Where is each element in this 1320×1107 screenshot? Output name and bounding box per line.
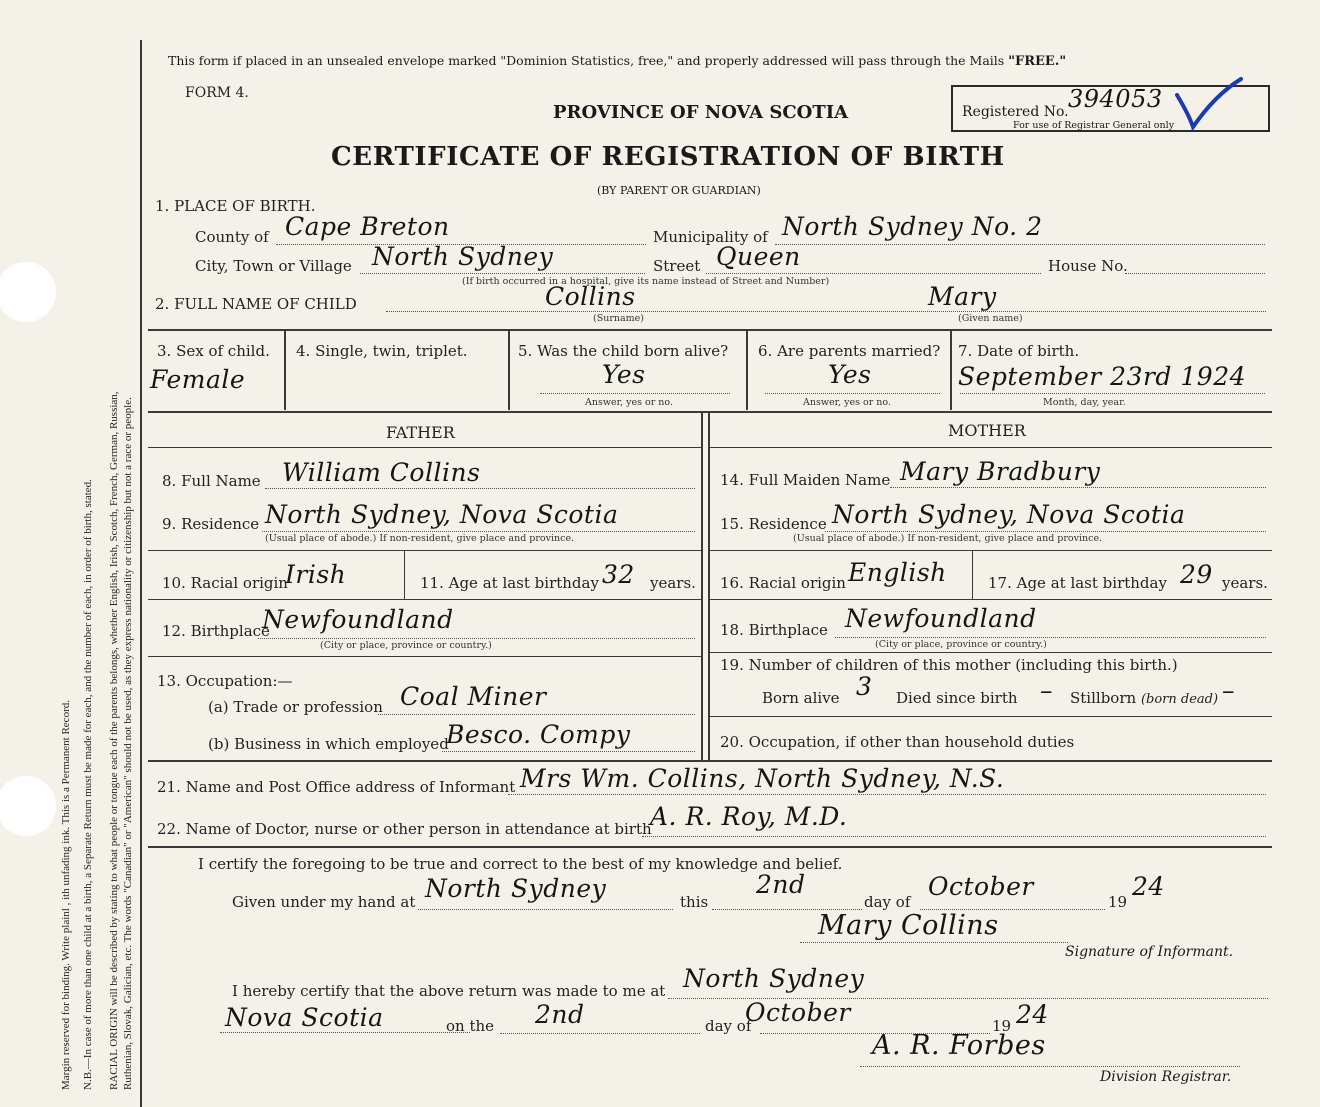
registered-label: Registered No.: [962, 104, 1069, 120]
father-divider-3: [148, 656, 701, 657]
certification-statement: I certify the foregoing to be true and correct to the best of my knowledge and belief.: [198, 855, 843, 873]
informant-label: 21. Name and Post Office address of Informant: [157, 778, 516, 796]
mother-age-unit: years.: [1222, 574, 1268, 592]
born-alive-label: 5. Was the child born alive?: [518, 342, 729, 360]
parents-married-label: 6. Are parents married?: [758, 342, 941, 360]
mother-residence-line: [825, 531, 1266, 532]
father-occupation-label: 13. Occupation:—: [157, 672, 293, 690]
mother-children-label: 19. Number of children of this mother (including this birth.): [720, 656, 1178, 674]
city-value: North Sydney: [372, 242, 554, 271]
father-age-value: 32: [602, 560, 635, 589]
informant-signature-line: [800, 942, 1068, 943]
mother-residence-caption: (Usual place of abode.) If non-resident, give place and province.: [793, 533, 1103, 544]
mother-race-label: 16. Racial origin: [720, 574, 846, 592]
certificate-subtitle: (BY PARENT OR GUARDIAN): [597, 184, 761, 197]
certificate-title: CERTIFICATE OF REGISTRATION OF BIRTH: [331, 142, 1005, 172]
binding-hole-bottom: [0, 776, 56, 836]
dob-line: [960, 393, 1265, 394]
mother-race-div: [972, 551, 973, 599]
municipality-line: [775, 244, 1265, 245]
father-business-line: [442, 751, 695, 752]
father-birthplace-line: [258, 638, 695, 639]
row3-div-c: [746, 331, 748, 410]
mother-divider-4: [710, 716, 1272, 717]
dob-value: September 23rd 1924: [958, 362, 1247, 391]
center-divider-a: [701, 413, 703, 760]
mother-age-value: 29: [1180, 560, 1213, 589]
mother-birthplace-label: 18. Birthplace: [720, 621, 828, 639]
informant-value: Mrs Wm. Collins, North Sydney, N.S.: [520, 764, 1005, 793]
province-heading: PROVINCE OF NOVA SCOTIA: [553, 102, 849, 123]
father-race-label: 10. Racial origin: [162, 574, 288, 592]
parents-married-value: Yes: [828, 360, 872, 389]
registrar-place-line1: North Sydney: [683, 964, 865, 993]
street-label: Street: [653, 257, 701, 275]
plurality-label: 4. Single, twin, triplet.: [296, 342, 468, 360]
sex-label: 3. Sex of child.: [157, 342, 270, 360]
father-trade-line: [378, 714, 695, 715]
given-day-of-label: day of: [864, 893, 911, 911]
mother-residence-value: North Sydney, Nova Scotia: [832, 500, 1186, 529]
informant-signature-caption: Signature of Informant.: [1065, 944, 1234, 960]
registrar-year-value: 24: [1016, 1000, 1049, 1029]
father-residence-line: [262, 531, 695, 532]
given-month-value: October: [928, 872, 1034, 901]
father-birthplace-label: 12. Birthplace: [162, 622, 270, 640]
registrar-caption: Division Registrar.: [1100, 1069, 1232, 1085]
born-alive-line: [540, 393, 730, 394]
parents-heading-line-right: [710, 447, 1272, 448]
father-heading: FATHER: [386, 423, 455, 442]
mother-divider-1: [710, 550, 1272, 551]
mother-birthplace-value: Newfoundland: [845, 604, 1037, 633]
child-given-name: Mary: [928, 282, 997, 311]
given-label: Given under my hand at: [232, 893, 416, 911]
father-age-unit: years.: [650, 574, 696, 592]
attendant-line: [642, 836, 1266, 837]
father-business-label: (b) Business in which employed: [208, 735, 449, 753]
father-residence-caption: (Usual place of abode.) If non-resident, give place and province.: [265, 533, 575, 544]
divider-1: [148, 329, 1272, 331]
mother-occupation-label: 20. Occupation, if other than household duties: [720, 733, 1075, 751]
binding-hole-top: [0, 262, 56, 322]
place-of-birth-heading: 1. PLACE OF BIRTH.: [155, 197, 316, 215]
street-value: Queen: [716, 242, 801, 271]
city-label: City, Town or Village: [195, 257, 352, 275]
mother-age-label: 17. Age at last birthday: [988, 574, 1167, 592]
registered-note: For use of Registrar General only: [1013, 120, 1175, 131]
father-residence-value: North Sydney, Nova Scotia: [265, 500, 619, 529]
mother-divider-2: [710, 599, 1272, 600]
given-year-value: 24: [1132, 872, 1165, 901]
row3-div-a: [284, 331, 286, 410]
father-age-label: 11. Age at last birthday: [420, 574, 599, 592]
binding-margin-line: [140, 40, 142, 1107]
child-surname: Collins: [545, 282, 636, 311]
mother-heading: MOTHER: [948, 421, 1026, 440]
child-name-label: 2. FULL NAME OF CHILD: [155, 295, 357, 313]
house-number-label: House No.: [1048, 257, 1128, 275]
registrar-place-line2: Nova Scotia: [225, 1003, 384, 1032]
given-day-value: 2nd: [756, 870, 806, 899]
dob-caption: Month, day, year.: [1043, 397, 1126, 408]
parents-heading-line-left: [148, 447, 701, 448]
municipality-value: North Sydney No. 2: [782, 212, 1043, 241]
father-race-value: Irish: [285, 560, 347, 589]
father-name-value: William Collins: [282, 458, 481, 487]
parents-married-line: [765, 393, 940, 394]
county-value: Cape Breton: [285, 212, 450, 241]
row3-div-d: [950, 331, 952, 410]
father-birthplace-value: Newfoundland: [262, 605, 454, 634]
father-trade-value: Coal Miner: [400, 682, 547, 711]
stillborn-note: (born dead): [1140, 692, 1219, 707]
mother-name-label: 14. Full Maiden Name: [720, 471, 891, 489]
municipality-label: Municipality of: [653, 228, 768, 246]
child-given-caption: (Given name): [958, 313, 1023, 324]
born-alive-count-value: 3: [856, 672, 873, 701]
street-line: [706, 273, 1041, 274]
mother-name-value: Mary Bradbury: [900, 457, 1101, 486]
registrar-statement: I hereby certify that the above return was made to me at: [232, 982, 666, 1000]
informant-line: [508, 794, 1266, 795]
given-place-line: [418, 909, 673, 910]
county-label: County of: [195, 228, 269, 246]
postal-note: [168, 53, 1066, 69]
mother-residence-label: 15. Residence: [720, 515, 827, 533]
city-note: (If birth occurred in a hospital, give its name instead of Street and Number): [462, 276, 830, 287]
dob-label: 7. Date of birth.: [958, 342, 1080, 360]
child-name-line: [386, 311, 1266, 312]
father-trade-label: (a) Trade or profession: [208, 698, 383, 716]
margin-note-multiple-births: N.B.—In case of more than one child at a birth, a Separate Return must be made for each, and the number of each, in order of birth, stated.: [82, 479, 94, 1090]
registered-number: 394053: [1068, 85, 1163, 113]
postal-note-free: "FREE.": [1008, 54, 1067, 69]
checkmark-icon: [1175, 75, 1245, 133]
born-alive-value: Yes: [602, 360, 646, 389]
died-since-birth-value: –: [1040, 676, 1053, 705]
informant-signature: Mary Collins: [818, 910, 999, 941]
margin-note-binding: Margin reserved for binding. Write plainl , ith unfading ink. This is a Permanent Record.: [60, 700, 72, 1090]
given-this-label: this: [680, 893, 709, 911]
father-divider-2: [148, 599, 701, 600]
father-divider-1: [148, 550, 701, 551]
stillborn-value: –: [1222, 676, 1235, 705]
child-surname-caption: (Surname): [593, 313, 644, 324]
father-business-value: Besco. Compy: [446, 720, 631, 749]
born-alive-count-label: Born alive: [762, 689, 840, 707]
father-race-div: [404, 551, 405, 599]
mother-race-value: English: [848, 558, 947, 587]
father-birthplace-caption: (City or place, province or country.): [320, 640, 492, 651]
registered-box: [951, 85, 1270, 132]
margin-note-racial-origin-cont: Ruthenian, Slovak, Galician, etc. The words "Canadian" or "American" should not be used, as they express nationality or citizenship but not a race or people.: [122, 397, 134, 1090]
divider-3: [148, 760, 1272, 762]
attendant-label: 22. Name of Doctor, nurse or other person in attendance at birth: [157, 820, 652, 838]
stillborn-label: [1070, 689, 1218, 707]
parents-married-caption: Answer, yes or no.: [803, 397, 892, 408]
divider-4: [148, 846, 1272, 848]
died-since-birth-label: Died since birth: [896, 689, 1018, 707]
house-number-line: [1125, 273, 1265, 274]
registrar-day-of-label: day of: [705, 1017, 752, 1035]
mother-birthplace-line: [835, 637, 1266, 638]
mother-name-line: [890, 487, 1266, 488]
registrar-signature-line: [860, 1066, 1240, 1067]
mother-birthplace-caption: (City or place, province or country.): [875, 639, 1047, 650]
center-divider-b: [708, 413, 710, 760]
attendant-value: A. R. Roy, M.D.: [650, 802, 848, 831]
registrar-month-value: October: [745, 998, 851, 1027]
father-name-line: [265, 488, 695, 489]
father-name-label: 8. Full Name: [162, 472, 261, 490]
registrar-place-line-2: [220, 1032, 470, 1033]
registrar-day-line: [500, 1033, 700, 1034]
registrar-day-value: 2nd: [535, 1000, 585, 1029]
sex-value: Female: [150, 365, 246, 394]
given-place-value: North Sydney: [425, 874, 607, 903]
margin-note-racial-origin: RACIAL ORIGIN will be described by stating to what people or tongue each of the parents belongs, whether English, Irish, Scotch, French, German, Russian,: [108, 391, 120, 1090]
mother-divider-3: [710, 652, 1272, 653]
row3-div-b: [508, 331, 510, 410]
city-line: [360, 273, 645, 274]
registrar-year-prefix: 19: [992, 1017, 1012, 1035]
registrar-on-the-label: on the: [446, 1017, 495, 1035]
father-residence-label: 9. Residence: [162, 515, 260, 533]
divider-2: [148, 411, 1272, 413]
stillborn-label-text: Stillborn: [1070, 689, 1137, 707]
form-number: FORM 4.: [185, 85, 249, 101]
born-alive-caption: Answer, yes or no.: [585, 397, 674, 408]
postal-note-text: This form if placed in an unsealed envelope marked "Dominion Statistics, free," and properly addressed will pass through the Mails: [168, 53, 1005, 68]
registrar-signature: A. R. Forbes: [872, 1030, 1046, 1061]
given-year-prefix: 19: [1108, 893, 1128, 911]
